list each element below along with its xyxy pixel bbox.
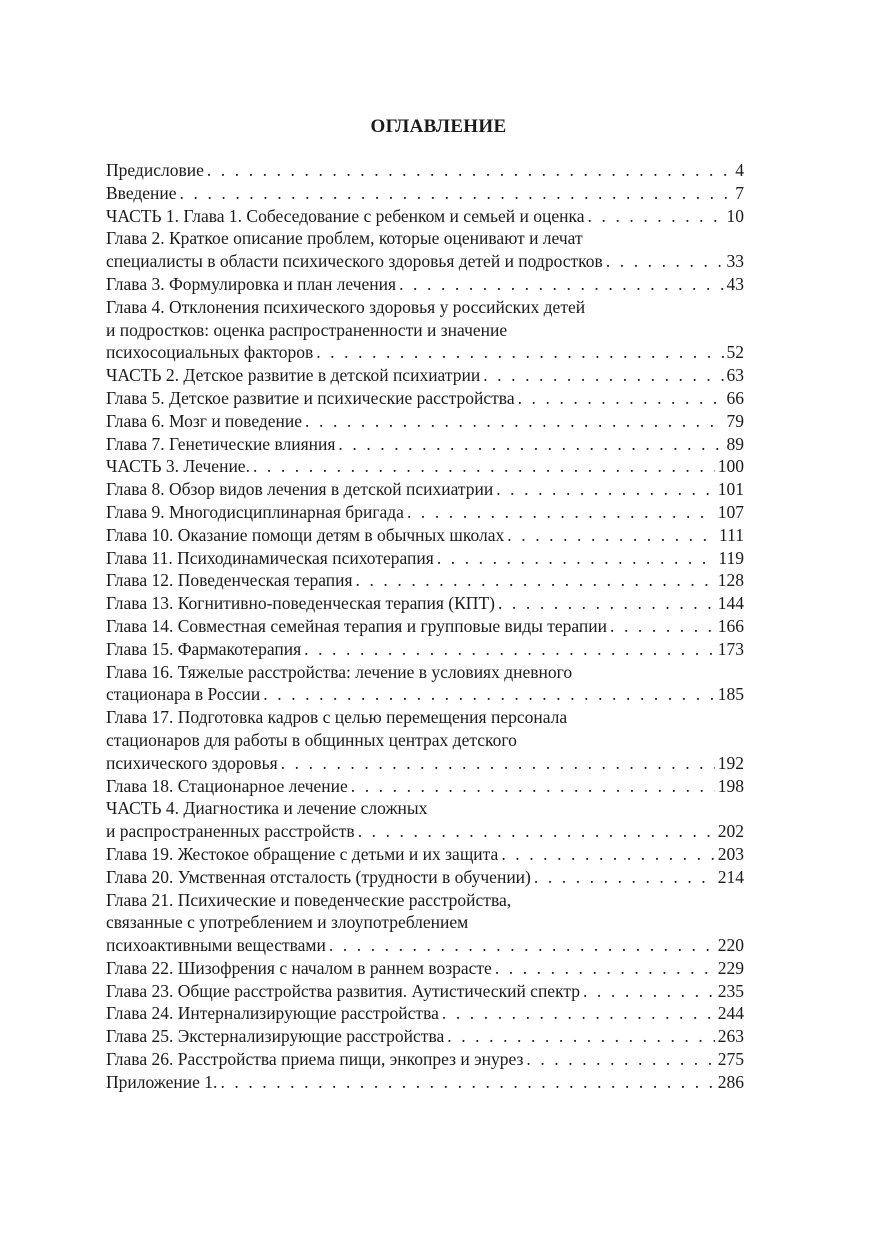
toc-entry-last-line [106,410,744,433]
toc-entry-title: Глава 20. Умственная отсталость (трудности в обучении) [106,866,531,887]
toc-page-number: 220 [717,935,744,956]
toc-page-number: 89 [726,433,744,454]
dot-leader [437,547,716,570]
dot-leader [534,866,715,889]
toc-entry-title: Глава 9. Многодисциплинарная бригада [106,501,404,522]
toc-entry-last-line [106,364,744,387]
toc-page-number: 202 [717,821,744,842]
dot-leader [588,205,724,228]
toc-entry-last-line [106,547,744,570]
dot-leader [442,1002,715,1025]
toc-page-number: 63 [726,365,744,386]
dot-leader [207,159,732,182]
toc-entry-line: стационаров для работы в общинных центрах детского [106,729,517,750]
toc-entry-title: Глава 7. Генетические влияния [106,433,336,454]
dot-leader [498,592,715,615]
toc-page-number: 144 [717,593,744,614]
dot-leader [281,752,715,775]
toc-page-number: 166 [717,615,744,636]
toc-page-number: 79 [726,410,744,431]
toc-entry-last-line [106,866,744,889]
toc-page-number: 107 [717,501,744,522]
toc-page-number: 128 [717,570,744,591]
toc-entry-last-line [106,387,744,410]
dot-leader [495,957,715,980]
toc-page-number: 235 [717,980,744,1001]
toc-entry-title: Глава 12. Поведенческая терапия [106,570,353,591]
toc-entry-last-line [106,250,744,273]
toc-entry-title: Глава 8. Обзор видов лечения в детской психиатрии [106,479,494,500]
toc-entry-title: Глава 14. Совместная семейная терапия и групповые виды терапии [106,615,608,636]
toc-entry [106,957,744,980]
toc-entry [106,592,744,615]
dot-leader [263,683,714,706]
toc-entry [106,478,744,501]
toc-entry [106,159,744,182]
toc-entry [106,501,744,524]
toc-entry-title: Глава 15. Фармакотерапия [106,638,302,659]
dot-leader [583,980,715,1003]
toc-entry-last-line [106,182,744,205]
dot-leader [351,775,715,798]
page-title: ОГЛАВЛЕНИЕ [370,116,507,137]
toc-page-number: 10 [726,205,744,226]
toc-page-number: 43 [726,273,744,294]
dot-leader [526,1048,714,1071]
toc-entry-last-line [106,638,744,661]
toc-entry-line: ЧАСТЬ 4. Диагностика и лечение сложных [106,798,428,819]
toc-entry-title: психоактивными веществами [106,935,326,956]
toc-entry-line: Глава 2. Краткое описание проблем, которые оценивают и лечат [106,228,583,249]
toc-entry [106,1048,744,1071]
dot-leader [253,455,715,478]
toc-page-number: 229 [717,957,744,978]
dot-leader [338,433,723,456]
dot-leader [399,273,723,296]
toc-page-number: 7 [735,182,744,203]
toc-page-number: 66 [726,387,744,408]
dot-leader [507,524,716,547]
toc-page-number: 101 [717,479,744,500]
toc-entry [106,866,744,889]
toc-entry [106,1002,744,1025]
toc-page-number: 52 [726,342,744,363]
toc-entry [106,273,744,296]
toc-entry-title: и распространенных расстройств [106,821,355,842]
toc-entry-title: ЧАСТЬ 1. Глава 1. Собеседование с ребенком и семьей и оценка [106,205,585,226]
dot-leader [447,1025,714,1048]
toc-entry-last-line [106,957,744,980]
toc-entry-title: Глава 23. Общие расстройства развития. Аутистический спектр [106,980,580,1001]
dot-leader [180,182,733,205]
toc-entry [106,547,744,570]
toc-entry [106,364,744,387]
dot-leader [518,387,724,410]
toc-entry-last-line [106,615,744,638]
toc-page-number: 33 [726,251,744,272]
toc-entry [106,569,744,592]
toc-entry [106,775,744,798]
toc-entry [106,455,744,478]
toc-entry-line: Глава 21. Психические и поведенческие расстройства, [106,889,512,910]
toc-entry-line: Глава 4. Отклонения психического здоровья у российских детей [106,296,586,317]
dot-leader [305,410,723,433]
toc-page-number: 119 [718,547,744,568]
toc-entry [106,433,744,456]
toc-entry-line: Глава 16. Тяжелые расстройства: лечение в условиях дневного [106,661,573,682]
toc-entry [106,980,744,1003]
toc-entry [106,1071,744,1094]
toc-entry-last-line [106,478,744,501]
toc-entry-last-line [106,1025,744,1048]
dot-leader [496,478,715,501]
toc-entry-title: Глава 22. Шизофрения с началом в раннем возрасте [106,957,492,978]
toc-page-number: 214 [717,866,744,887]
toc-entry-last-line [106,820,744,843]
toc-page-number: 244 [717,1003,744,1024]
toc-page-number: 185 [717,684,744,705]
dot-leader [316,341,723,364]
toc-entry [106,889,744,957]
toc-page-number: 4 [735,160,744,180]
toc-entry-last-line [106,775,744,798]
toc-entry [106,410,744,433]
dot-leader [329,934,715,957]
toc-entry [106,182,744,205]
toc-entry [106,843,744,866]
toc-entry-title: специалисты в области психического здоровья детей и подростков [106,251,603,272]
toc-entry [106,797,744,843]
toc-page-number: 173 [717,638,744,659]
toc-entry-title: Предисловие [106,160,204,180]
toc-entry [106,615,744,638]
toc-entry-last-line [106,273,744,296]
toc-entry-title: Глава 19. Жестокое обращение с детьми и их защита [106,843,499,864]
toc-entry [106,661,744,707]
dot-leader [606,250,724,273]
toc-entry-last-line [106,341,744,364]
toc-entry-last-line [106,1048,744,1071]
toc-entry-title: Глава 24. Интернализирующие расстройства [106,1003,439,1024]
toc-entry-title: ЧАСТЬ 2. Детское развитие в детской психиатрии [106,365,481,386]
dot-leader [356,569,715,592]
toc-entry-line: связанные с употреблением и злоупотреблением [106,912,469,933]
toc-entry-title: Приложение 1. [106,1071,218,1092]
toc-entry-last-line [106,592,744,615]
toc-entry-last-line [106,501,744,524]
toc-entry-title: Глава 3. Формулировка и план лечения [106,273,397,294]
toc-entry-last-line [106,752,744,775]
toc-entry [106,296,744,364]
toc-page-number: 198 [717,775,744,796]
toc-page-number: 111 [719,524,744,545]
toc-entry-title: Глава 6. Мозг и поведение [106,410,303,431]
toc-page-number: 192 [717,752,744,773]
toc-entry-last-line [106,843,744,866]
dot-leader [407,501,715,524]
toc-entry-line: Глава 17. Подготовка кадров с целью перемещения персонала [106,707,568,728]
toc-entry-title: Глава 18. Стационарное лечение [106,775,348,796]
dot-leader [220,1071,714,1094]
toc-page-number: 286 [717,1071,744,1092]
toc-entry-title: Глава 25. Экстернализирующие расстройства [106,1026,445,1047]
toc-entry-title: психосоциальных факторов [106,342,314,363]
toc-entry-last-line [106,433,744,456]
toc-entry-last-line [106,1071,744,1094]
toc-entry-last-line [106,1002,744,1025]
toc-entry-title: Глава 5. Детское развитие и психические расстройства [106,387,515,408]
dot-leader [483,364,723,387]
dot-leader [501,843,714,866]
table-of-contents [106,159,744,1094]
toc-entry-last-line [106,455,744,478]
toc-entry-title: Глава 26. Расстройства приема пищи, энкопрез и энурез [106,1049,524,1070]
toc-entry-title: стационара в России [106,684,261,705]
toc-entry-title: Глава 13. Когнитивно-поведенческая терапия (КПТ) [106,593,495,614]
dot-leader [610,615,715,638]
toc-entry-last-line [106,159,744,182]
toc-entry-line: и подростков: оценка распространенности и значение [106,319,508,340]
toc-entry-last-line [106,683,744,706]
toc-entry-last-line [106,205,744,228]
dot-leader [304,638,715,661]
toc-entry [106,706,744,774]
toc-entry [106,227,744,273]
dot-leader [358,820,715,843]
toc-page-number: 203 [717,843,744,864]
toc-entry-title: ЧАСТЬ 3. Лечение. [106,456,250,477]
toc-entry-title: Введение [106,182,177,203]
toc-entry-title: психического здоровья [106,752,278,773]
toc-entry [106,205,744,228]
toc-entry [106,524,744,547]
toc-entry-last-line [106,524,744,547]
toc-page-number: 275 [717,1049,744,1070]
toc-entry-title: Глава 10. Оказание помощи детям в обычных школах [106,524,505,545]
toc-entry [106,387,744,410]
toc-page-number: 100 [717,456,744,477]
toc-entry-last-line [106,569,744,592]
toc-page-number: 263 [717,1026,744,1047]
toc-entry [106,1025,744,1048]
toc-entry-last-line [106,980,744,1003]
toc-entry-title: Глава 11. Психодинамическая психотерапия [106,547,434,568]
toc-entry [106,638,744,661]
toc-entry-last-line [106,934,744,957]
